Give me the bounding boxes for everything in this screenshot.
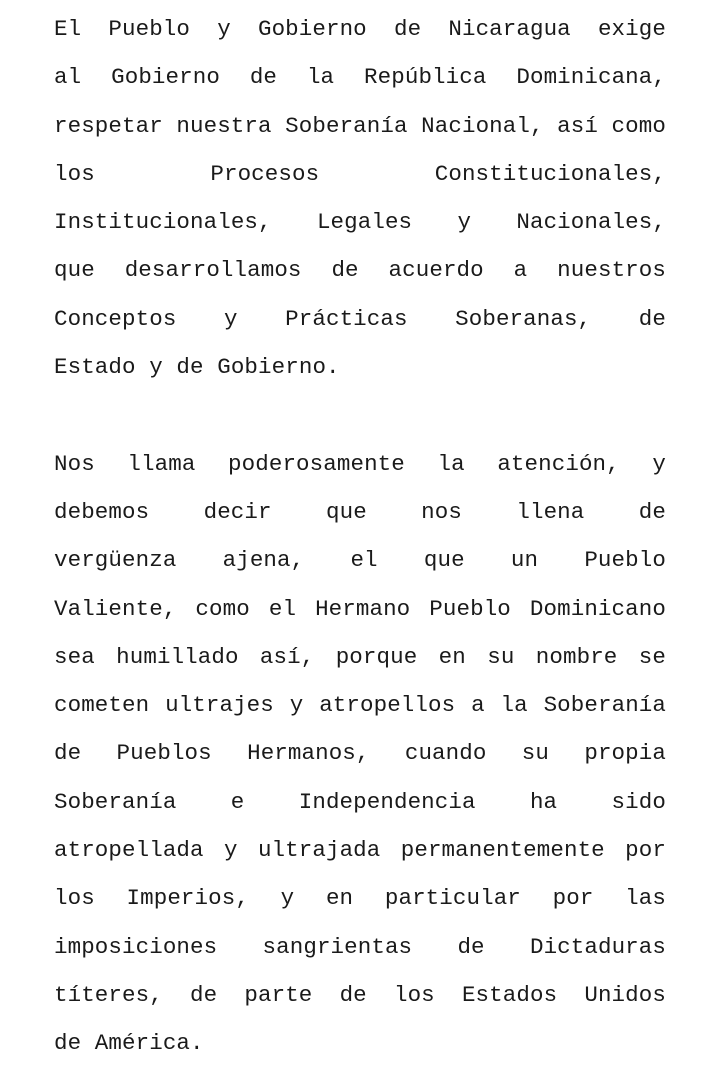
word: decir — [203, 498, 272, 525]
word: Estados — [461, 981, 558, 1008]
word: acuerdo — [388, 257, 484, 284]
text-line — [54, 826, 666, 874]
word: Hermanos, — [247, 740, 370, 767]
word: al — [54, 64, 82, 91]
word: República — [364, 64, 487, 91]
word: ultrajada — [257, 837, 381, 864]
word: de — [54, 740, 82, 767]
word: la — [437, 450, 465, 477]
word: propia — [584, 740, 666, 767]
word: los — [54, 160, 95, 187]
text-line — [54, 488, 666, 536]
word: llena — [516, 498, 585, 525]
word: atención, — [497, 450, 620, 477]
word: y — [223, 837, 238, 864]
paragraph-spacer — [54, 391, 666, 439]
word: por — [625, 837, 666, 864]
word: de — [457, 933, 485, 960]
word: por — [552, 885, 594, 912]
word: Dictaduras — [529, 933, 666, 960]
word: ajena, — [222, 547, 305, 574]
word: un — [510, 547, 539, 574]
word: El — [54, 16, 82, 42]
word: se — [638, 643, 666, 670]
word: vergüenza — [54, 547, 177, 574]
word: Pueblo — [584, 547, 666, 574]
word: la — [306, 64, 335, 91]
word: ultrajes — [165, 692, 274, 719]
word: y — [223, 305, 238, 332]
word: las — [625, 885, 666, 912]
word: Hermano — [315, 595, 411, 622]
word: permanentemente — [400, 837, 605, 864]
word: Pueblo — [108, 16, 191, 42]
word: Dominicana, — [516, 64, 666, 91]
word: títeres, — [54, 981, 163, 1008]
word: parte — [244, 981, 313, 1008]
word: atropellos — [319, 692, 456, 719]
word: su — [521, 740, 550, 767]
word: Soberanía — [285, 112, 408, 139]
word: Pueblos — [116, 740, 212, 767]
text-line — [54, 778, 666, 826]
word: particular — [384, 885, 521, 912]
text-line — [54, 633, 666, 681]
text-line — [54, 198, 666, 246]
text-line — [54, 681, 666, 729]
word: porque — [335, 643, 418, 670]
word: nombre — [535, 643, 618, 670]
word: los — [54, 885, 95, 912]
word: cometen — [54, 692, 150, 719]
word: sea — [54, 643, 95, 670]
word: de — [331, 257, 359, 284]
word: así — [557, 112, 598, 139]
word: cuando — [404, 740, 487, 767]
word: Constitucionales, — [434, 160, 666, 187]
word: Conceptos — [54, 305, 177, 332]
word: Independencia — [298, 788, 476, 815]
word: a — [471, 692, 485, 719]
word: debemos — [54, 498, 150, 525]
word: Soberanas, — [455, 305, 592, 332]
word: Imperios, — [126, 885, 249, 912]
word: llama — [127, 450, 196, 477]
word: Nacional, — [421, 112, 544, 139]
word: a — [513, 257, 528, 284]
text-line — [54, 536, 666, 584]
word: el — [350, 547, 378, 574]
document-body — [54, 5, 666, 1068]
word: atropellada — [54, 837, 204, 864]
word: respetar — [54, 112, 163, 139]
word: en — [325, 885, 354, 912]
word: Nacionales, — [516, 209, 666, 236]
word: como — [611, 112, 666, 139]
word: el — [268, 595, 297, 622]
word: y — [289, 692, 304, 719]
word: Procesos — [210, 160, 320, 187]
text-line — [54, 923, 666, 971]
word: de — [339, 981, 367, 1008]
word: la — [500, 692, 528, 719]
word: Gobierno — [111, 64, 220, 91]
word: como — [195, 595, 250, 622]
text-line: de América. — [54, 1030, 204, 1057]
word: su — [487, 643, 515, 670]
word: y — [280, 885, 295, 912]
word: que — [423, 547, 465, 574]
text-line — [54, 874, 666, 922]
word: de — [393, 16, 422, 42]
word: imposiciones — [54, 933, 218, 960]
word: humillado — [116, 643, 239, 670]
word: Valiente, — [54, 595, 177, 622]
word: de — [638, 498, 666, 525]
word: Gobierno — [257, 16, 367, 42]
word: Institucionales, — [54, 209, 272, 236]
word: Pueblo — [429, 595, 511, 622]
word: Prácticas — [285, 305, 408, 332]
word: poderosamente — [228, 450, 405, 477]
word: y — [652, 450, 666, 477]
word: ha — [529, 788, 558, 815]
text-line — [54, 729, 666, 777]
word: de — [638, 305, 666, 332]
text-line: Estado y de Gobierno. — [54, 354, 340, 381]
paragraph-1 — [54, 5, 666, 391]
word: Soberanía — [54, 788, 177, 815]
text-line — [54, 585, 666, 633]
word: que — [325, 498, 367, 525]
word: sangrientas — [262, 933, 413, 960]
text-line — [54, 102, 666, 150]
paragraph-2 — [54, 440, 666, 1068]
text-line — [54, 971, 666, 1019]
word: e — [230, 788, 245, 815]
word: de — [249, 64, 278, 91]
word: y — [217, 16, 231, 42]
word: Unidos — [584, 981, 666, 1008]
word: de — [190, 981, 218, 1008]
word: sido — [611, 788, 666, 815]
word: que — [54, 257, 95, 284]
word: nuestros — [557, 257, 666, 284]
word: Nos — [54, 450, 95, 477]
word: nos — [421, 498, 462, 525]
word: desarrollamos — [124, 257, 302, 284]
text-line — [54, 295, 666, 343]
word: Soberanía — [543, 692, 666, 719]
word: nuestra — [176, 112, 272, 139]
word: así, — [259, 643, 315, 670]
word: Nicaragua — [448, 16, 571, 42]
text-line — [54, 246, 666, 294]
word: Legales — [316, 209, 413, 236]
word: exige — [597, 16, 666, 42]
word: en — [438, 643, 466, 670]
text-line — [54, 440, 666, 488]
text-line — [54, 5, 666, 53]
word: y — [457, 209, 472, 236]
word: Dominicano — [529, 595, 666, 622]
text-line — [54, 150, 666, 198]
text-line — [54, 53, 666, 101]
word: los — [393, 981, 435, 1008]
